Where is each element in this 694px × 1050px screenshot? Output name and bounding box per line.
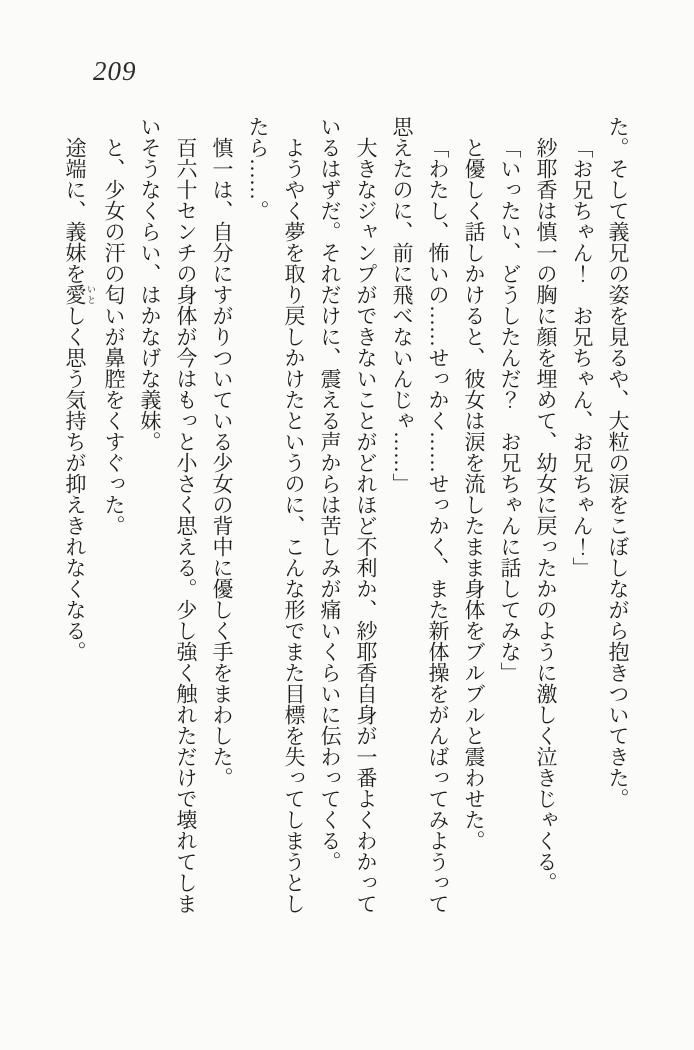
text-line: いそうなくらい、はかなげな義妹。 (138, 116, 162, 452)
text-line: 「いったい、どうしたんだ？ お兄ちゃんに話してみな」 (498, 137, 522, 683)
ruby-annotated-kanji: 愛 いと (63, 284, 96, 305)
text-line: いるはずだ。それだけに、震える声からは苦しみが痛いくらいに伝わってくる。 (318, 116, 342, 872)
text-line: たら……。 (246, 116, 270, 221)
text-line: 思えたのに、前に飛べないんじゃ……」 (390, 116, 414, 494)
vertical-text-block (57, 116, 636, 936)
text-line: た。そして義兄の姿を見るや、大粒の涙をこぼしながら抱きついてきた。 (606, 116, 630, 809)
text-line: 紗耶香は慎一の胸に顔を埋めて、幼女に戻ったかのように激しく泣きじゃくる。 (534, 137, 558, 893)
text-line: 大きなジャンプができないことがどれほど不利か、紗耶香自身が一番よくわかって (354, 137, 378, 914)
text-line: 百六十センチの身体が今はもっと小さく思える。少し強く触れただけで壊れてしま (174, 137, 198, 914)
text-line: 「わたし、怖いの……せっかく……せっかく、また新体操をがんばってみようって (426, 137, 450, 914)
text-line: ようやく夢を取り戻しかけたというのに、こんな形でまた目標を失ってしまうとし (282, 137, 306, 914)
text-line: と、少女の汗の匂いが鼻腔をくすぐった。 (102, 137, 126, 536)
text-line: 慎一は、自分にすがりついている少女の背中に優しく手をまわした。 (210, 137, 234, 788)
text-line: 「お兄ちゃん！ お兄ちゃん、お兄ちゃん！」 (570, 137, 594, 578)
page-number: 209 (93, 56, 137, 86)
text-line: 途端に、義妹を愛 いとしく思う気持ちが抑えきれなくなる。 (63, 137, 96, 662)
text-line: と優しく話しかけると、彼女は涙を流したまま身体をブルブルと震わせた。 (462, 137, 486, 851)
